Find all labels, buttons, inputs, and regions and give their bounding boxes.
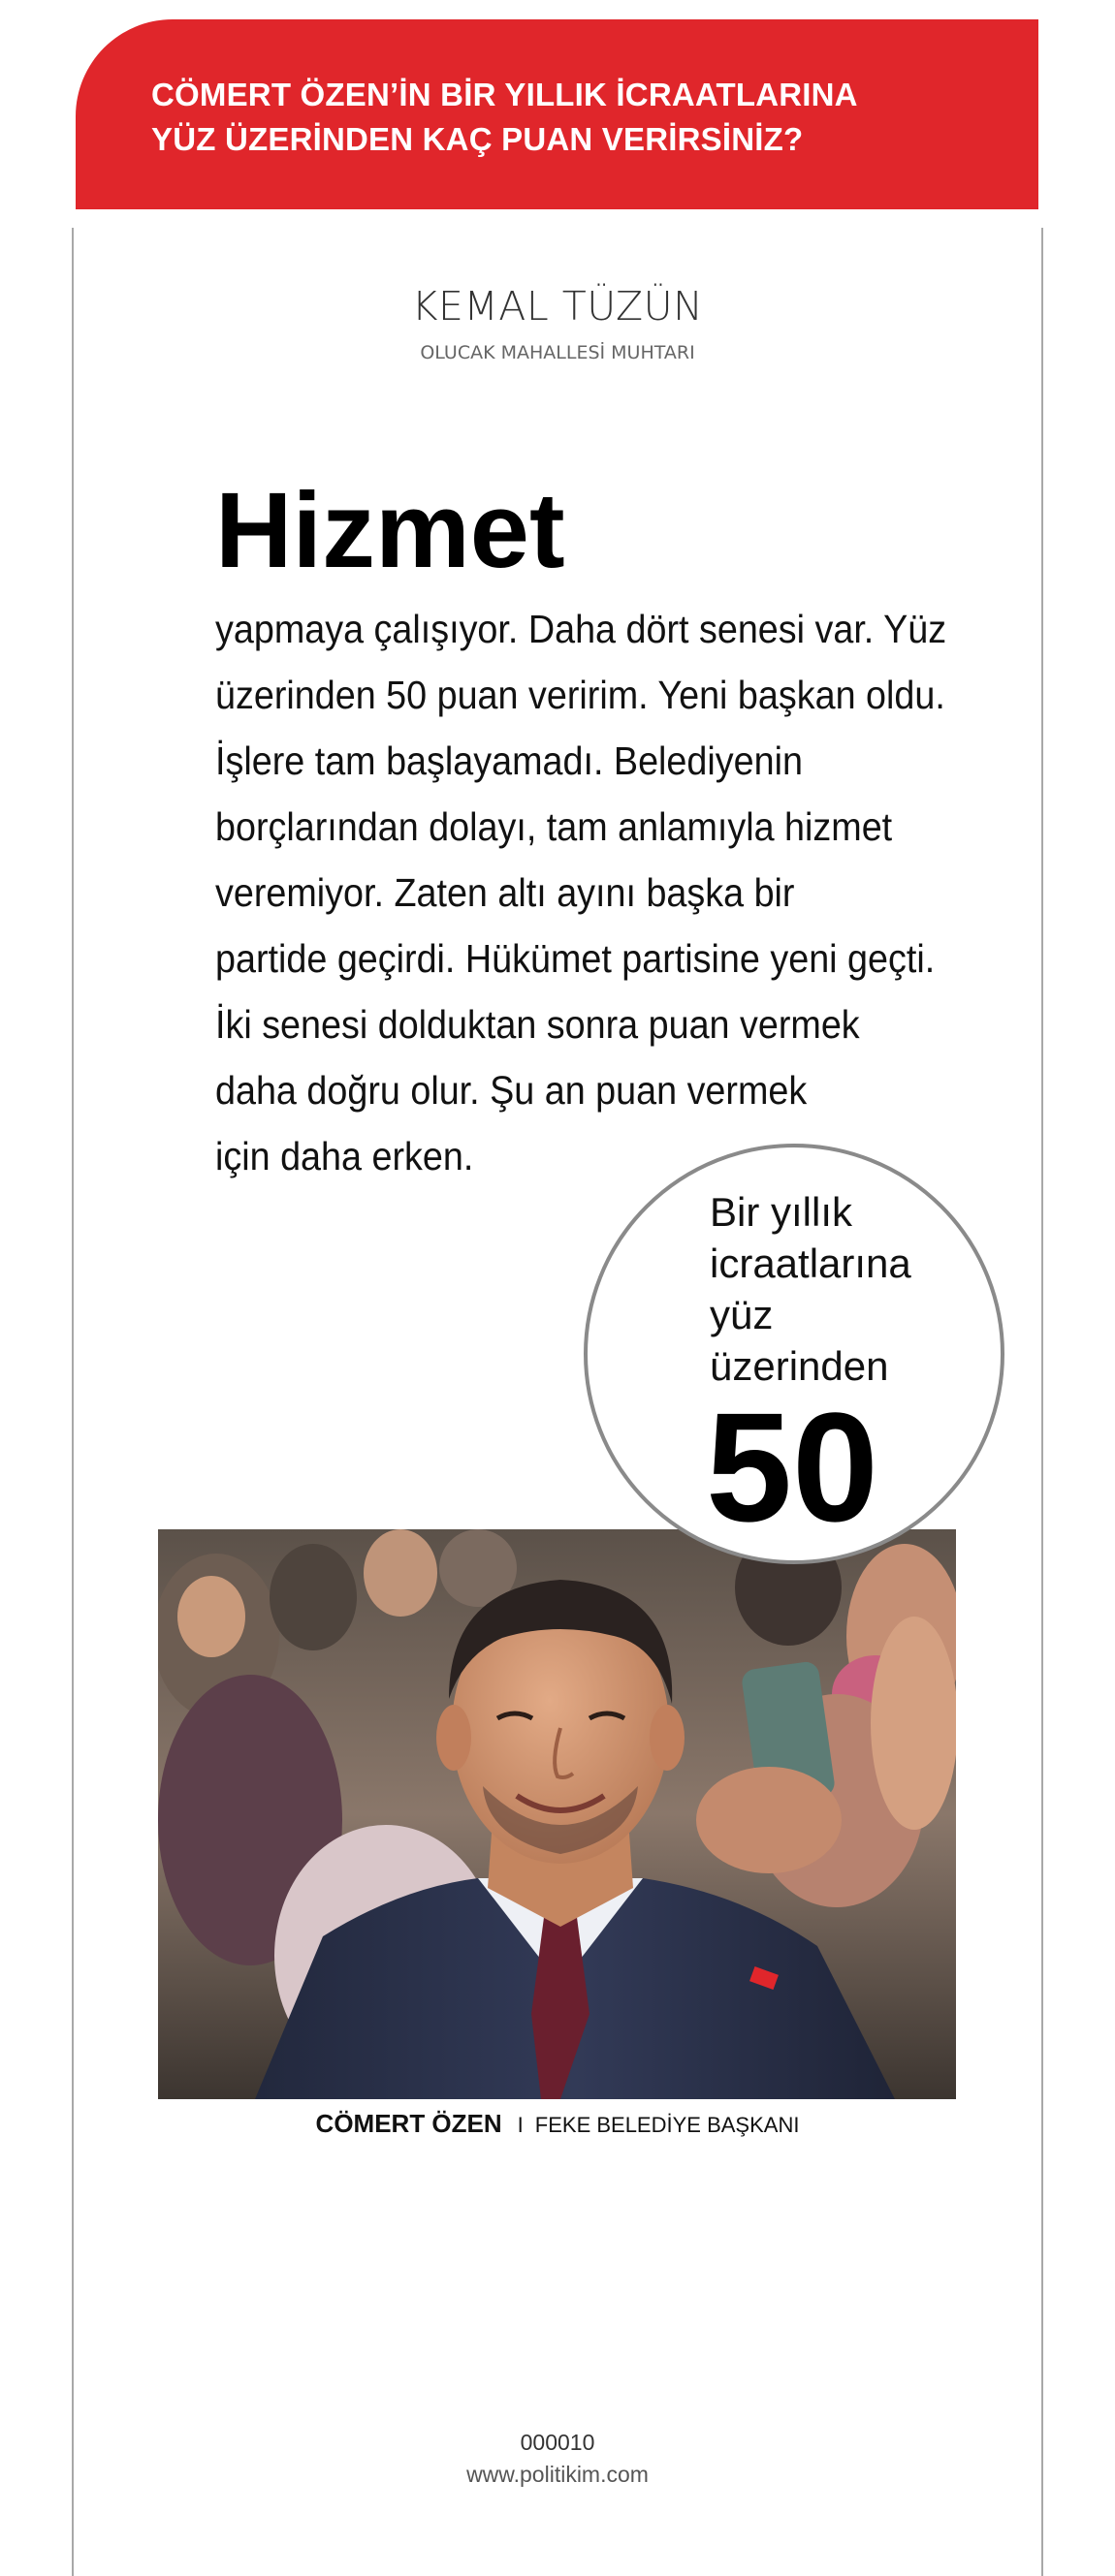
respondent-title: OLUCAK MAHALLESİ MUHTARI: [420, 342, 695, 363]
score-caption-line: Bir yıllık: [710, 1189, 852, 1235]
score-caption-line: üzerinden: [710, 1343, 889, 1389]
score-caption-line: yüz: [710, 1292, 774, 1337]
question-line-1: CÖMERT ÖZEN’İN BİR YILLIK İCRAATLARINA: [151, 77, 858, 112]
caption-role: FEKE BELEDİYE BAŞKANI: [534, 2113, 800, 2137]
score-caption: [710, 1186, 911, 1392]
caption-name: CÖMERT ÖZEN: [315, 2109, 502, 2138]
left-frame-line: [72, 228, 74, 2576]
score-caption-line: icraatlarına: [710, 1241, 911, 1286]
respondent-name: KEMAL TÜZÜN: [411, 283, 704, 330]
score-badge: [584, 1144, 1004, 1564]
photo-caption: [0, 2109, 1115, 2139]
footer-url: www.politikim.com: [466, 2462, 649, 2487]
lead-word: Hizmet: [215, 471, 565, 590]
question-line-2: YÜZ ÜZERİNDEN KAÇ PUAN VERİRSİNİZ?: [151, 121, 804, 157]
article-line: İki senesi dolduktan sonra puan vermek: [215, 1002, 860, 1047]
article-line: daha doğru olur. Şu an puan vermek: [215, 1068, 808, 1113]
article-line: için daha erken.: [215, 1134, 474, 1178]
article-line: partide geçirdi. Hükümet partisine yeni geçti.: [215, 936, 936, 981]
article-line: veremiyor. Zaten altı ayını başka bir: [215, 870, 795, 915]
score-value: 50: [706, 1380, 878, 1554]
caption-separator: I: [517, 2113, 524, 2137]
article-line: İşlere tam başlayamadı. Belediyenin: [215, 738, 803, 783]
article-line: üzerinden 50 puan veririm. Yeni başkan oldu.: [215, 673, 945, 717]
article-line: borçlarından dolayı, tam anlamıyla hizmet: [215, 804, 893, 849]
mayor-photo: [158, 1529, 956, 2099]
article-line: yapmaya çalışıyor. Daha dört senesi var. Yüz: [215, 607, 947, 651]
question-banner: [76, 19, 1038, 209]
footer-code: 000010: [520, 2430, 595, 2455]
right-frame-line: [1041, 228, 1043, 2576]
article-body: [215, 596, 947, 1189]
